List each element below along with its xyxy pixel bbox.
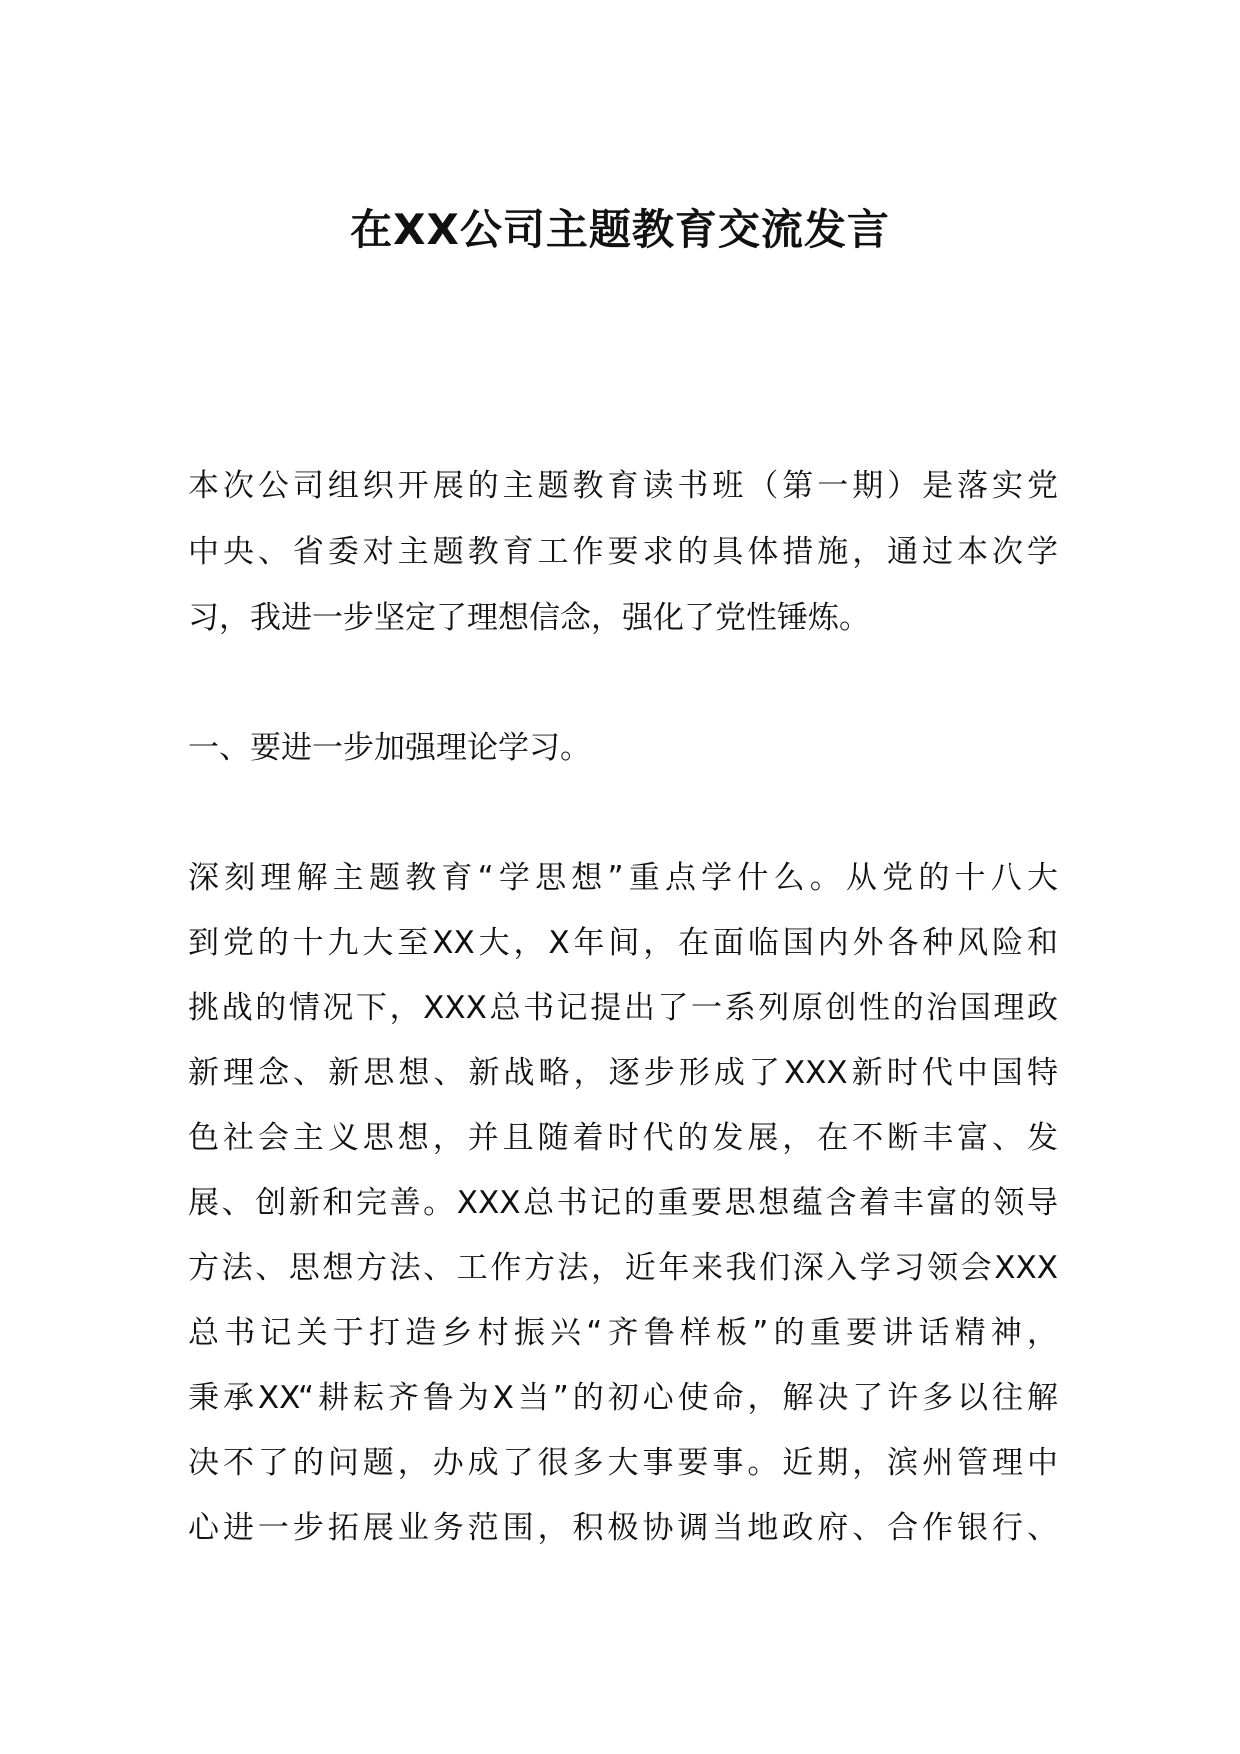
body-line-6: 展、创新和完善。XXX总书记的重要思想蕴含着丰富的领导 [188, 1185, 1058, 1221]
body-line-3: 挑战的情况下，XXX总书记提出了一系列原创性的治国理政 [188, 990, 1058, 1026]
section-heading: 一、要进一步加强理论学习。 [188, 730, 591, 766]
intro-line-2: 中央、省委对主题教育工作要求的具体措施，通过本次学 [188, 534, 1058, 570]
intro-line-3: 习，我进一步坚定了理想信念，强化了党性锤炼。 [188, 600, 870, 636]
intro-line-1: 本次公司组织开展的主题教育读书班（第一期）是落实党 [188, 468, 1058, 504]
body-line-7: 方法、思想方法、工作方法，近年来我们深入学习领会XXX [188, 1250, 1058, 1286]
body-line-2: 到党的十九大至XX大，X年间，在面临国内外各种风险和 [188, 925, 1058, 961]
document-title: 在XX公司主题教育交流发言 [350, 205, 890, 254]
body-line-8: 总书记关于打造乡村振兴“齐鲁样板”的重要讲话精神， [188, 1315, 1058, 1351]
body-line-4: 新理念、新思想、新战略，逐步形成了XXX新时代中国特 [188, 1055, 1058, 1091]
body-line-11: 心进一步拓展业务范围，积极协调当地政府、合作银行、 [188, 1510, 1058, 1546]
body-line-9: 秉承XX“耕耘齐鲁为X当”的初心使命，解决了许多以往解 [188, 1380, 1058, 1416]
body-line-1: 深刻理解主题教育“学思想”重点学什么。从党的十八大 [188, 860, 1058, 896]
body-line-5: 色社会主义思想，并且随着时代的发展，在不断丰富、发 [188, 1120, 1058, 1156]
body-line-10: 决不了的问题，办成了很多大事要事。近期，滨州管理中 [188, 1445, 1058, 1481]
